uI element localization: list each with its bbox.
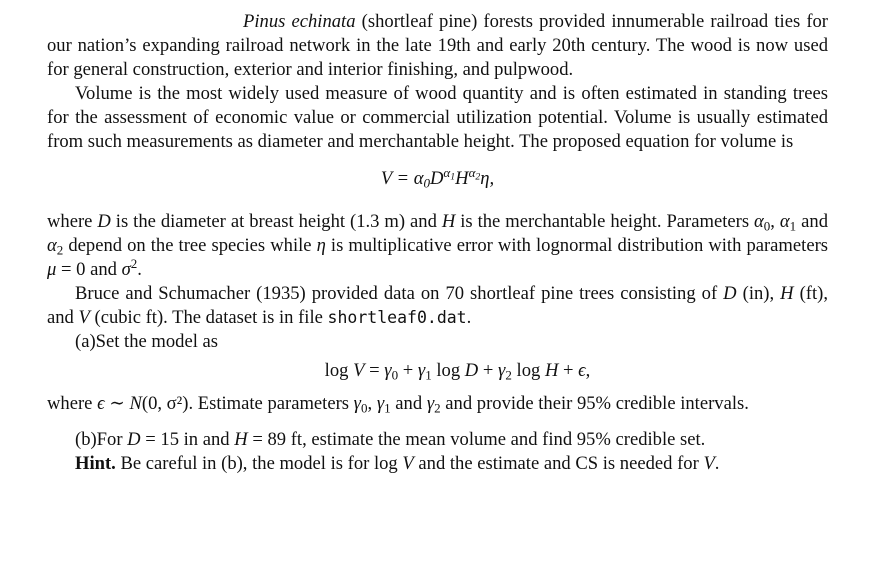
paragraph-definitions: where D is the diameter at breast height (1.3 m) and H is the merchantable height. Parameters $\alpha_0$, $\alpha_1$ and $\alpha_2$ depend on the tree species while η is multiplicative error with lognormal distribution with parameters μ = 0 and $\sigma^2$. [47, 211, 828, 280]
paragraph-dataset: Bruce and Schumacher (1935) provided data on 70 shortleaf pine trees consisting of D (in), H (ft), and V (cubic ft). The dataset is in file shortleaf0.dat. [47, 283, 828, 328]
hint-label: Hint. [75, 453, 116, 474]
paragraph-volume: Volume is the most widely used measure of wood quantity and is often estimated in standing trees for the assessment of economic value or commercial utilization potential. Volume is usually estimated from such measurements as diameter and merchantable height. The proposed equation for volume is [47, 83, 828, 152]
paragraph-intro [47, 10, 828, 82]
dataset-filename: shortleaf0.dat [327, 308, 467, 327]
volume-equation [47, 160, 828, 198]
species-name: Pinus echinata [243, 11, 356, 32]
log-model-equation [47, 356, 828, 386]
volume-equation-rendered: $V = \alpha_0D^{\alpha_1}H^{\alpha_2}\eta$, [380, 164, 495, 191]
log-model-equation-rendered: $\log V = \gamma_0 + \gamma_1$ $\log D + \gamma_2$ log H + ϵ, [324, 360, 591, 383]
part-b: (b)For D = 15 in and H = 89 ft, estimate the mean volume and find 95% credible set. [75, 429, 706, 450]
paragraph-error-model: where ϵ ∼ N(0, σ²). Estimate parameters $\gamma_0$, $\gamma_1$ and $\gamma_2$ and provide their 95% credible intervals. [47, 393, 749, 416]
intro-text: (shortleaf pine) forests provided innumerable railroad ties for our nation’s expanding railroad network in the late 19th and early 20th century. The wood is now used for general construction, exterior and interior finishing, and pulpwood. [47, 11, 828, 80]
hint-paragraph: Hint. Be careful in (b), the model is for log V and the estimate and CS is needed for V. [75, 453, 720, 474]
part-a-intro: (a)Set the model as [75, 331, 219, 352]
